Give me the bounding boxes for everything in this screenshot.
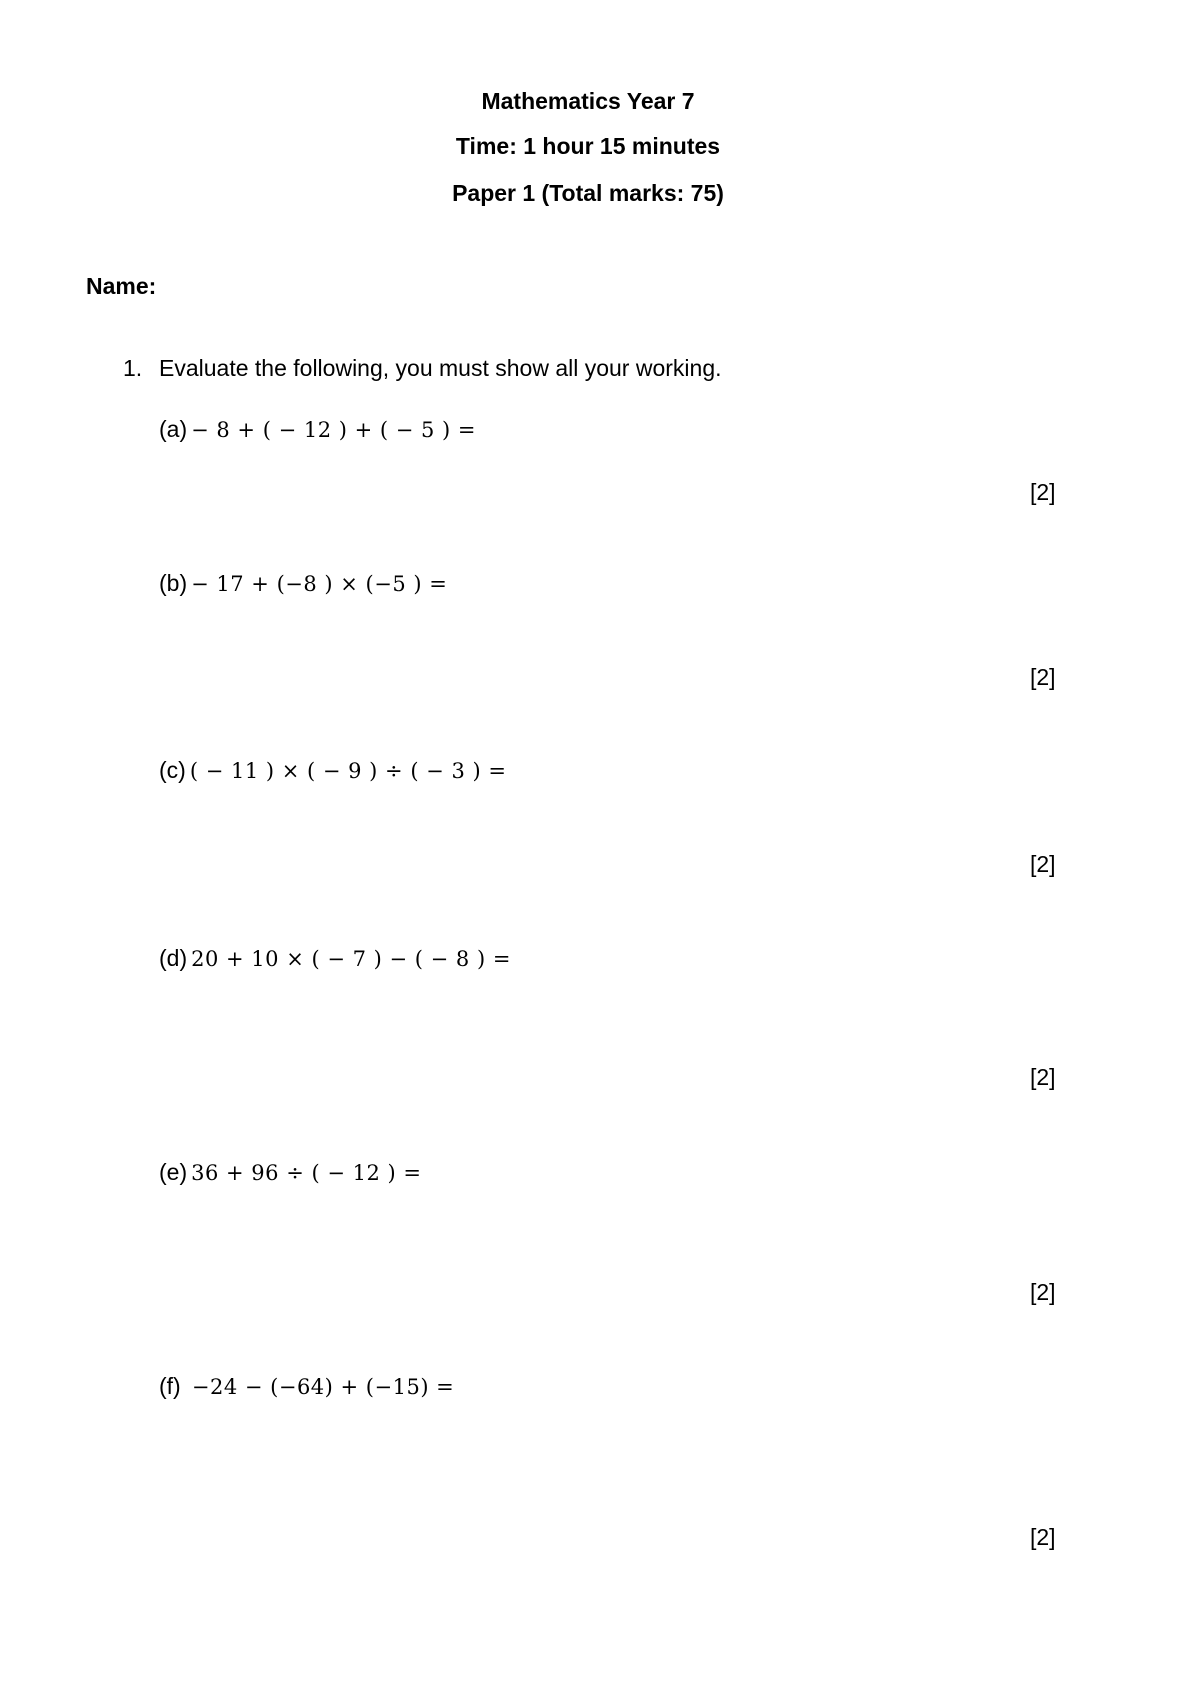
part-label: (b) [159,570,188,596]
marks-b: [2] [1030,664,1056,690]
marks-d: [2] [1030,1064,1056,1090]
part-expression: 36 + 96 ÷ ( − 12 ) = [191,1161,422,1185]
exam-title: Mathematics Year 7 [481,88,695,114]
part-label: (f) [159,1373,181,1399]
question-part-e [159,1158,421,1187]
exam-time: Time: 1 hour 15 minutes [455,133,721,159]
part-expression: 20 + 10 × ( − 7 ) − ( − 8 ) = [191,947,511,971]
part-label: (e) [159,1159,188,1185]
marks-e: [2] [1030,1279,1056,1305]
part-label: (d) [159,945,188,971]
question-instruction: Evaluate the following, you must show all your working. [159,355,722,381]
question-part-f [159,1372,454,1401]
part-expression: ( − 11 ) × ( − 9 ) ÷ ( − 3 ) = [189,759,507,783]
question-part-b [159,569,447,598]
part-expression: − 17 + (−8 ) × (−5 ) = [191,572,448,596]
part-expression: − 8 + ( − 12 ) + ( − 5 ) = [191,418,477,442]
part-label: (a) [159,416,188,442]
part-label: (c) [159,757,186,783]
question-part-a [159,415,476,444]
question-part-c [159,756,506,785]
question-number: 1. [123,355,143,381]
question-part-d [159,944,511,973]
marks-a: [2] [1030,479,1056,505]
marks-c: [2] [1030,851,1056,877]
marks-f: [2] [1030,1524,1056,1550]
part-expression: −24 − (−64) + (−15) = [184,1375,455,1399]
exam-paper-info: Paper 1 (Total marks: 75) [452,180,724,206]
name-label: Name: [86,273,157,299]
